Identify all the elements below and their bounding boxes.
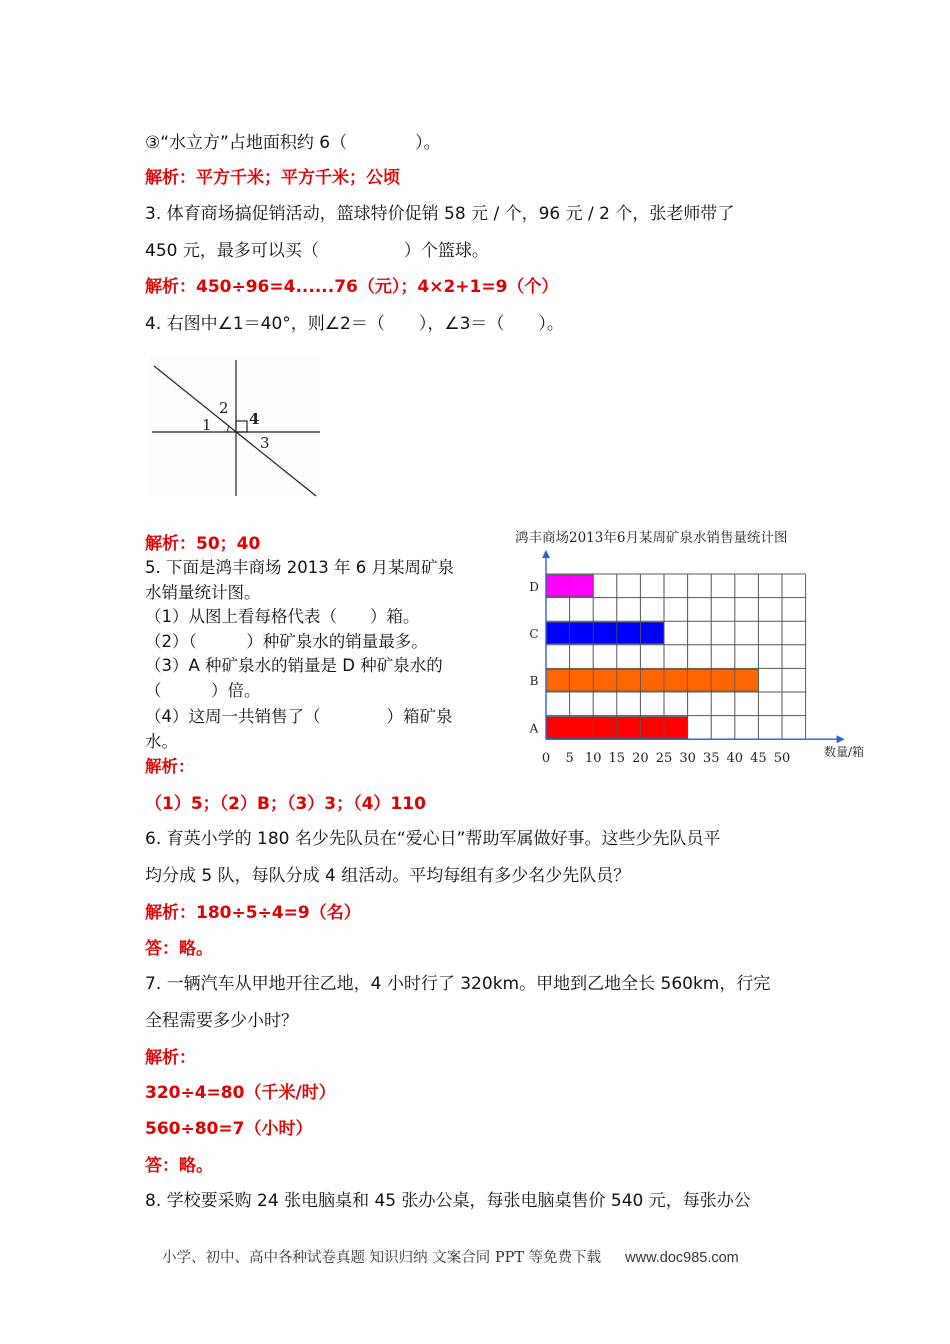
angle-label-2: 2 bbox=[219, 399, 229, 417]
q4-line1: 4. 右图中∠1＝40°，则∠2＝（ ），∠3＝（ ）。 bbox=[145, 314, 564, 334]
category-label-b: B bbox=[529, 674, 539, 689]
angle-label-1: 1 bbox=[202, 416, 212, 434]
q6-line2: 均分成 5 队，每队分成 4 组活动。平均每组有多少名少先队员？ bbox=[145, 866, 631, 886]
q7-answer: 答：略。 bbox=[145, 1156, 213, 1176]
chart-title: 鸿丰商场2013年6月某周矿泉水销售量统计图 bbox=[515, 530, 788, 546]
q6-answer: 答：略。 bbox=[145, 939, 213, 959]
q2-analysis: 解析：平方千米；平方千米；公顷 bbox=[145, 168, 400, 188]
q5-line1: 5. 下面是鸿丰商场 2013 年 6 月某周矿泉 bbox=[145, 558, 454, 577]
q6-analysis: 解析：180÷5÷4=9（名） bbox=[145, 903, 361, 923]
page-footer bbox=[162, 1246, 739, 1267]
q2-item3: ③“水立方”占地面积约 6（ ）。 bbox=[145, 133, 441, 153]
q7-step2: 560÷80=7（小时） bbox=[145, 1119, 313, 1139]
x-axis-arrow bbox=[837, 735, 845, 743]
x-tick-label: 40 bbox=[726, 751, 744, 767]
q8-line1: 8. 学校要采购 24 张电脑桌和 45 张办公桌，每张电脑桌售价 540 元，每张办公 bbox=[145, 1191, 751, 1211]
bar-b bbox=[546, 669, 758, 691]
q3-line1: 3. 体育商场搞促销活动，篮球特价促销 58 元 / 个，96 元 / 2 个，张老师带了 bbox=[145, 204, 735, 224]
footer-url[interactable]: www.doc985.com bbox=[625, 1250, 739, 1266]
x-tick-label: 50 bbox=[773, 751, 791, 767]
x-tick-label: 5 bbox=[565, 751, 574, 767]
q5-sub1: （1）从图上看每格代表（ ）箱。 bbox=[145, 607, 420, 626]
footer-text: 小学、初中、高中各种试卷真题 知识归纳 文案合同 PPT 等免费下载 bbox=[162, 1250, 602, 1266]
angle-label-4: 4 bbox=[249, 410, 260, 428]
category-label-a: A bbox=[529, 721, 539, 736]
x-tick-label: 25 bbox=[655, 751, 673, 767]
q7-line2: 全程需要多少小时？ bbox=[145, 1011, 298, 1031]
x-tick-label: 30 bbox=[679, 751, 696, 767]
x-tick-label: 10 bbox=[584, 751, 602, 767]
x-tick-label: 45 bbox=[750, 751, 767, 767]
q7-analysis-label: 解析： bbox=[145, 1048, 196, 1068]
q5-analysis-label: 解析： bbox=[145, 757, 195, 776]
q6-line1: 6. 育英小学的 180 名少先队员在“爱心日”帮助军属做好事。这些少先队员平 bbox=[145, 829, 721, 849]
q4-analysis: 解析：50；40 bbox=[145, 534, 261, 554]
x-tick-label: 20 bbox=[632, 751, 649, 767]
x-tick-label: 0 bbox=[541, 751, 551, 767]
angle-label-3: 3 bbox=[260, 434, 270, 452]
chart-xlabel: 数量/箱 bbox=[824, 745, 865, 759]
q5-sub3: （3）A 种矿泉水的销量是 D 种矿泉水的 bbox=[145, 656, 443, 675]
chart-grid bbox=[546, 574, 806, 739]
x-tick-label: 35 bbox=[702, 751, 720, 767]
q7-step1: 320÷4=80（千米/时） bbox=[145, 1083, 336, 1103]
category-label-d: D bbox=[529, 579, 539, 594]
chart-bars bbox=[546, 575, 758, 738]
q5-analysis: （1）5；（2）B；（3）3；（4）110 bbox=[145, 794, 426, 814]
q3-analysis: 解析：450÷96=4......76（元）；4×2+1=9（个） bbox=[145, 277, 559, 297]
q5-sub4b: 水。 bbox=[145, 732, 178, 751]
q5-line2: 水销量统计图。 bbox=[145, 583, 261, 602]
q5-sub3b: （ ）倍。 bbox=[145, 681, 261, 700]
q7-line1: 7. 一辆汽车从甲地开往乙地，4 小时行了 320km。甲地到乙地全长 560km，行完 bbox=[145, 974, 771, 994]
q4-angle-figure bbox=[150, 358, 322, 498]
x-tick-label: 15 bbox=[608, 751, 626, 767]
y-axis-arrow bbox=[542, 550, 550, 558]
q5-sub4: （4）这周一共销售了（ ）箱矿泉 bbox=[145, 707, 453, 726]
bar-c bbox=[546, 622, 664, 644]
q3-line2: 450 元，最多可以买（ ）个篮球。 bbox=[145, 241, 489, 261]
q5-sub2: （2）（ ）种矿泉水的销量最多。 bbox=[145, 632, 428, 651]
category-label-c: C bbox=[529, 627, 539, 641]
sales-bar-chart bbox=[508, 522, 888, 770]
